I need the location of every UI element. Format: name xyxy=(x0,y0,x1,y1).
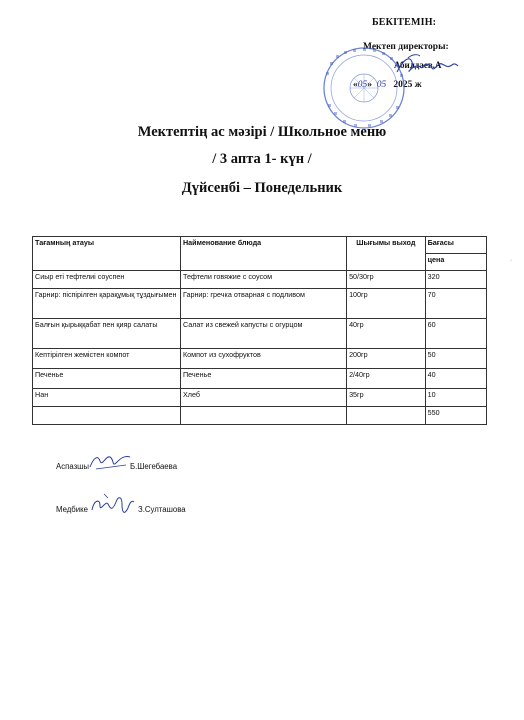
date-month: 05 xyxy=(376,80,387,90)
header-price-ru: цена xyxy=(425,254,486,271)
header-name-kz: Тағамның атауы xyxy=(33,237,181,271)
cell-price: 60 xyxy=(425,319,486,349)
cell-price: 10 xyxy=(425,389,486,407)
header-price-kz: Бағасы xyxy=(425,237,486,254)
table-row xyxy=(33,389,487,407)
table-header-row xyxy=(33,237,487,254)
header-yield: Шығымы выход xyxy=(347,237,426,271)
cell-price: 40 xyxy=(425,369,486,389)
date-year: 2025 ж xyxy=(393,80,422,90)
cell-yield: 50/30гр xyxy=(347,271,426,289)
week-day-subtitle: / 3 апта 1- күн / xyxy=(212,151,312,167)
date-open-quote: « xyxy=(353,80,358,90)
cell-name-ru: Салат из свежей капусты с огурцом xyxy=(180,319,346,349)
director-signature xyxy=(394,52,460,78)
table-row xyxy=(33,369,487,389)
medic-signature xyxy=(88,490,138,520)
cell-price: 70 xyxy=(425,289,486,319)
cook-signature xyxy=(86,449,136,473)
cell-yield: 35гр xyxy=(347,389,426,407)
approval-name: Абилдаев.А xyxy=(394,60,442,70)
cook-name: Б.Шегебаева xyxy=(130,462,178,471)
cell-name-kz: Сиыр еті тефтелиі соуспен xyxy=(33,271,181,289)
approval-title: БЕКІТЕМІН: xyxy=(372,17,437,28)
table-row xyxy=(33,319,487,349)
cell-name-ru: Гарнир: гречка отварная с подливом xyxy=(180,289,346,319)
cell-name-kz: Печенье xyxy=(33,369,181,389)
total-price: 550 xyxy=(425,407,486,425)
cell-name-ru: Тефтели говяжие с соусом xyxy=(180,271,346,289)
cell-name-kz: Балғын қырыққабат пен қияр салаты xyxy=(33,319,181,349)
cell-name-ru: Хлеб xyxy=(180,389,346,407)
cell-name-ru: Компот из сухофруктов xyxy=(180,349,346,369)
cell-yield: 100гр xyxy=(347,289,426,319)
table-row xyxy=(33,271,487,289)
cell-price: 50 xyxy=(425,349,486,369)
medic-label: Медбике xyxy=(56,505,88,514)
table-row xyxy=(33,349,487,369)
date-close-quote: » xyxy=(367,80,372,90)
cell-yield: 40гр xyxy=(347,319,426,349)
cell-name-kz: Гарнир: піспірілген қарақұмық тұздығымен xyxy=(33,289,181,319)
weekday-title: Дүйсенбі – Понедельник xyxy=(181,180,343,196)
date-day: 05 xyxy=(357,80,368,90)
cell-yield: 200гр xyxy=(347,349,426,369)
margin-mark: · xyxy=(510,258,512,264)
header-name-ru: Найменование блюда xyxy=(180,237,346,271)
table-total-row xyxy=(33,407,487,425)
cell-name-ru: Печенье xyxy=(180,369,346,389)
approval-role: Мектеп директоры: xyxy=(363,42,449,52)
medic-name: З.Султашова xyxy=(138,505,186,514)
cell-name-kz: Кептірілген жемістен компот xyxy=(33,349,181,369)
cook-label: Аспазшы xyxy=(56,462,90,471)
cell-price: 320 xyxy=(425,271,486,289)
cell-yield: 2/40гр xyxy=(347,369,426,389)
menu-table xyxy=(32,236,487,425)
page-title: Мектептің ас мәзірі / Школьное меню xyxy=(137,124,387,140)
table-row xyxy=(33,289,487,319)
cell-name-kz: Нан xyxy=(33,389,181,407)
